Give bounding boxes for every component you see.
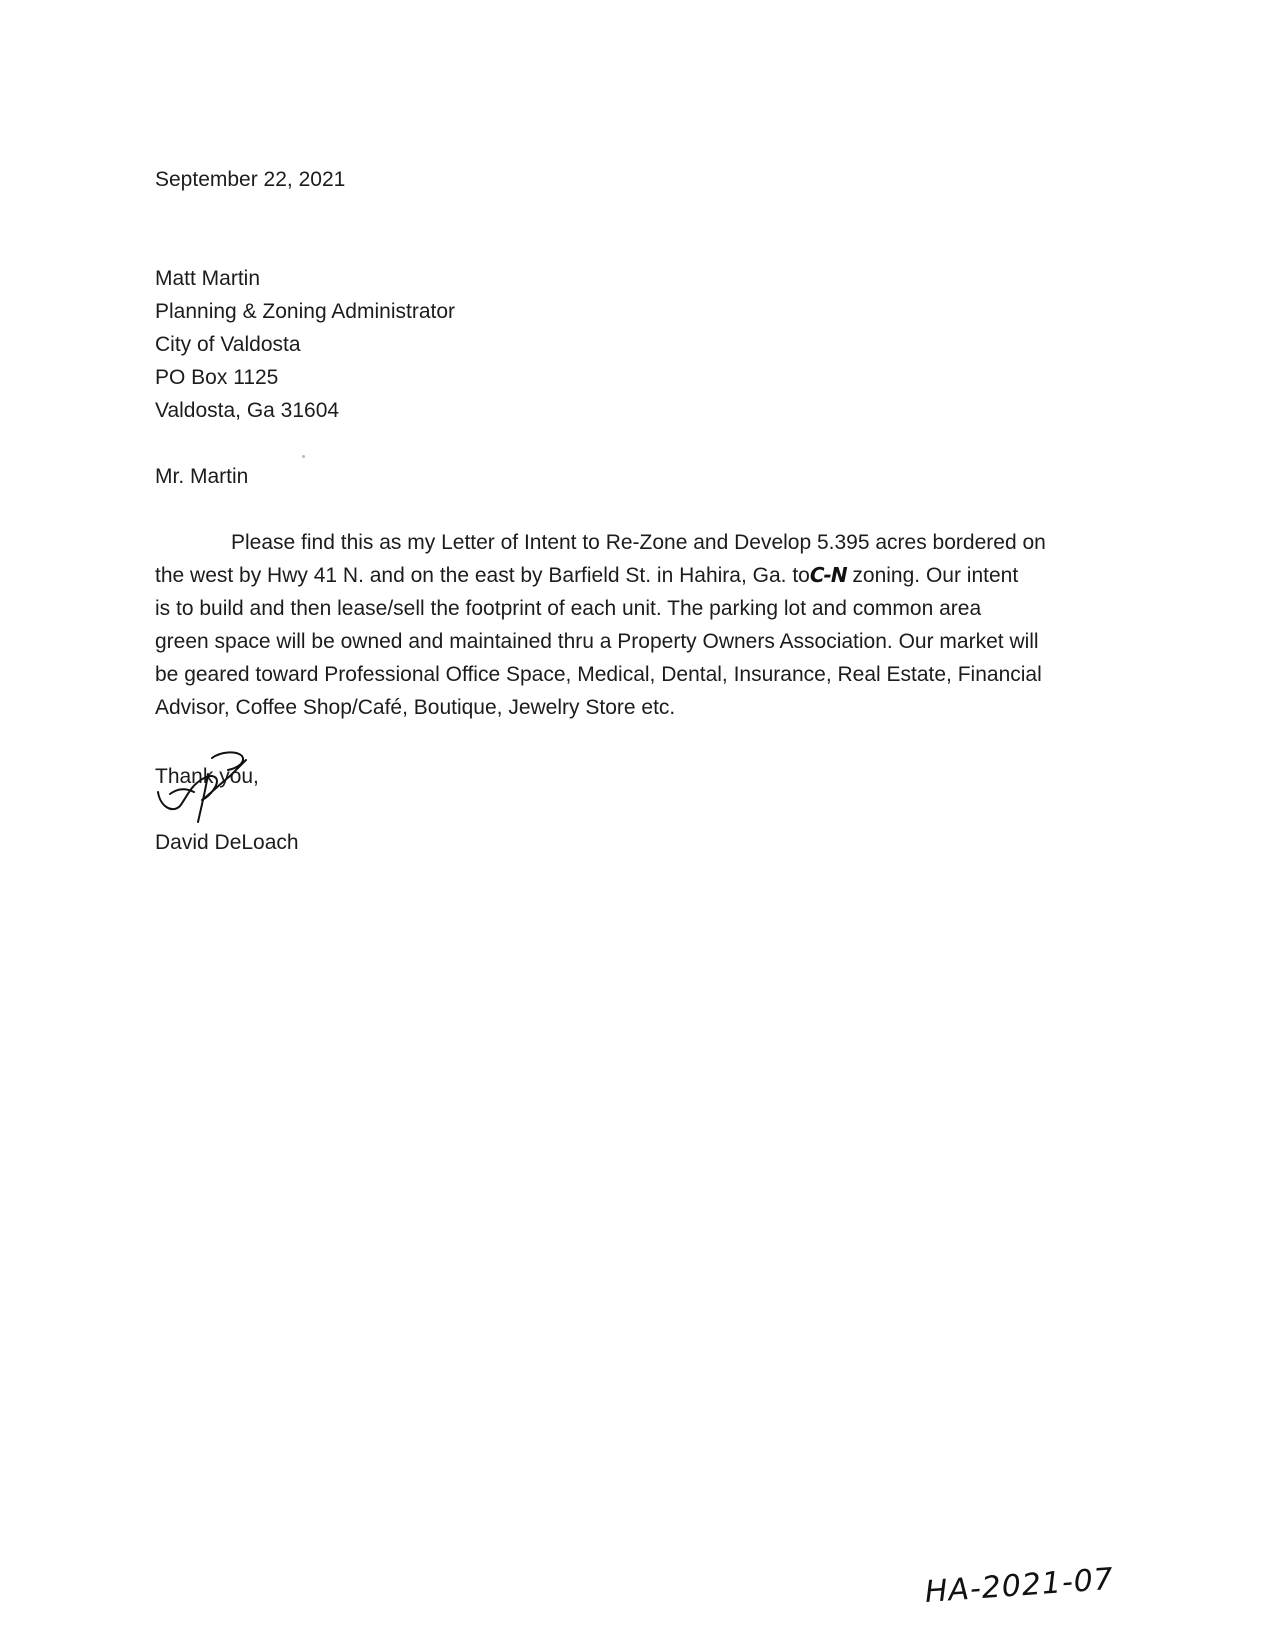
recipient-po-box: PO Box 1125	[155, 366, 279, 389]
body-line-suffix: zoning. Our intent	[846, 564, 1019, 587]
salutation: Mr. Martin	[155, 465, 249, 488]
body-line: Please find this as my Letter of Intent to Re-Zone and Develop 5.395 acres bordered on	[231, 531, 1046, 554]
signature-mark	[150, 748, 270, 828]
body-line-with-insert	[155, 559, 1125, 592]
recipient-organization: City of Valdosta	[155, 333, 301, 356]
recipient-name: Matt Martin	[155, 267, 261, 290]
handwritten-case-number: HA-2021-07	[923, 1561, 1116, 1610]
letter-date: September 22, 2021	[155, 168, 346, 191]
body-paragraph	[155, 526, 1125, 724]
handwritten-zoning-code: C-N	[809, 563, 847, 587]
closing: Thank you,	[155, 765, 259, 788]
recipient-title: Planning & Zoning Administrator	[155, 300, 455, 323]
scan-speck	[302, 455, 305, 458]
body-line: Advisor, Coffee Shop/Café, Boutique, Jewelry Store etc.	[155, 696, 676, 719]
body-line: green space will be owned and maintained thru a Property Owners Association. Our market will	[155, 630, 1039, 653]
recipient-city-state-zip: Valdosta, Ga 31604	[155, 399, 340, 422]
signer-name: David DeLoach	[155, 831, 299, 854]
body-line: be geared toward Professional Office Space, Medical, Dental, Insurance, Real Estate, Financial	[155, 663, 1042, 686]
body-line: is to build and then lease/sell the footprint of each unit. The parking lot and common area	[155, 597, 982, 620]
body-line: the west by Hwy 41 N. and on the east by Barfield St. in Hahira, Ga. to	[155, 564, 810, 587]
